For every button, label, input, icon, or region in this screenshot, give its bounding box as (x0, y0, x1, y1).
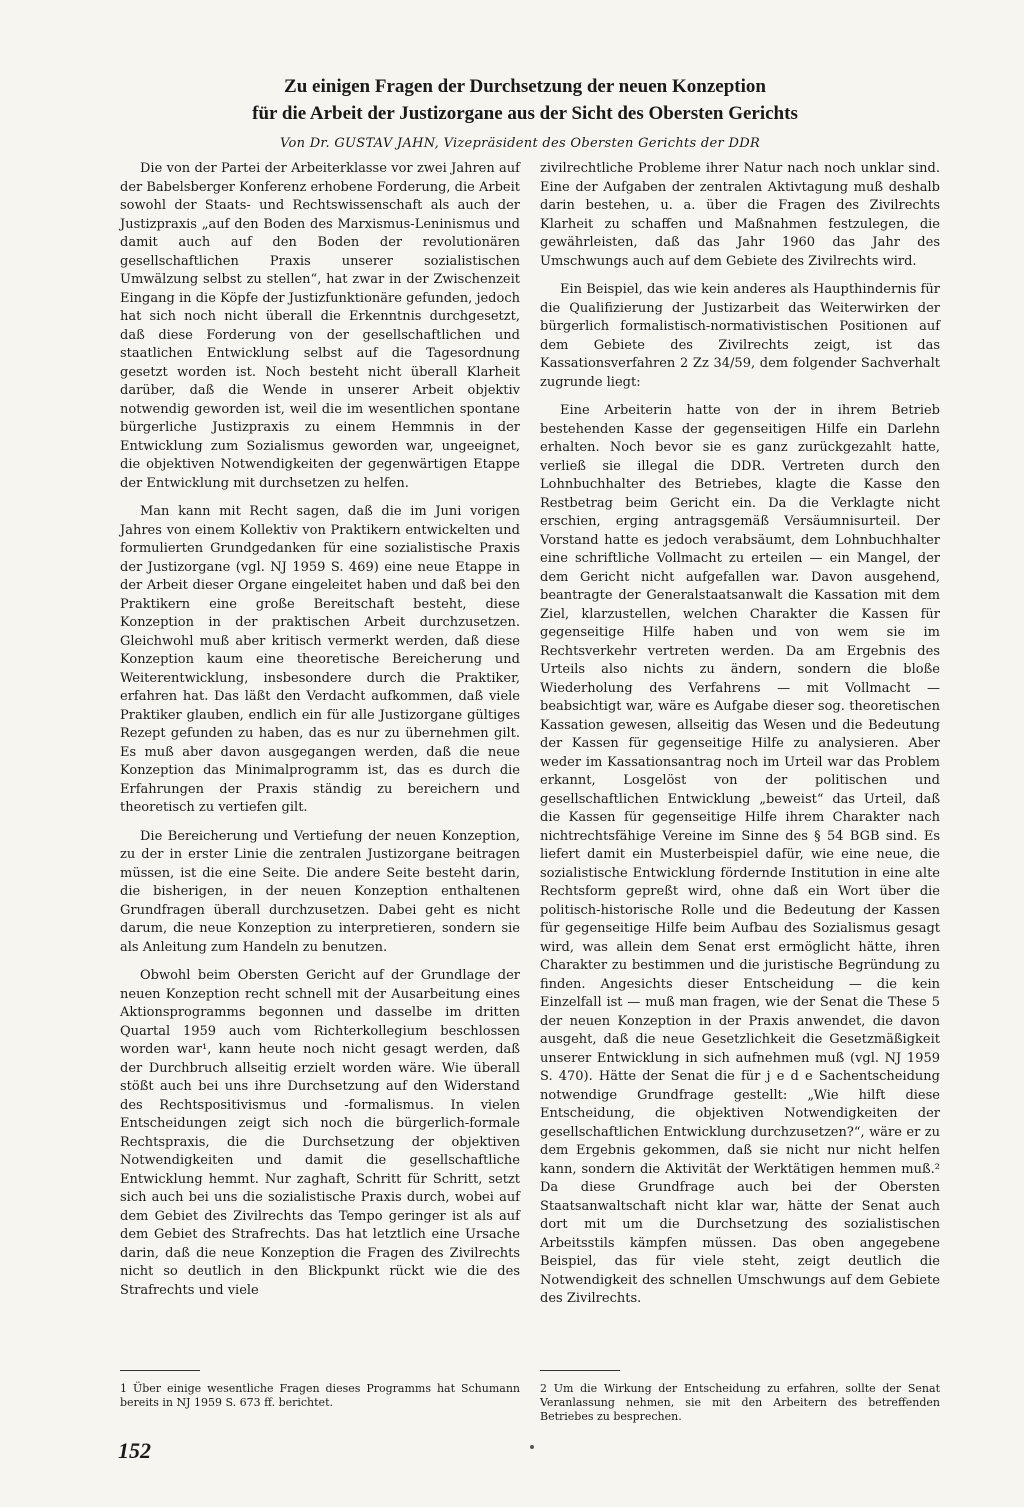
page-number: 152 (118, 1438, 151, 1463)
paragraph: Ein Beispiel, das wie kein anderes als Haupthindernis für die Qualifizierung der Justizarbeit das Weiterwirken der bürgerlich formalistisch-normativistischen Positionen auf dem Gebiete des Zivilrechts zeigt, ist das Kassationsverfahren 2 Zz 34/59, dem folgender Sachverhalt zugrunde liegt: (540, 282, 940, 390)
left-column (120, 160, 520, 1300)
paragraph: Man kann mit Recht sagen, daß die im Juni vorigen Jahres von einem Kollektiv von Praktikern entwickelten und formulierten Grundgedanken für eine sozialistische Praxis der Justizorgane (vgl. NJ 1959 S. 469) eine neue Etappe in der Arbeit dieser Organe eingeleitet haben und daß bei den Praktikern eine große Bereitschaft besteht, diese Konzeption in der praktischen Arbeit durchzusetzen. Gleichwohl muß aber kritisch vermerkt werden, daß diese Konzeption kaum eine theoretische Bereicherung und Weiterentwicklung, insbesondere durch die Praktiker, erfahren hat. Das läßt den Verdacht aufkommen, daß viele Praktiker glauben, endlich ein für alle Justizorgane gültiges Rezept gefunden zu haben, das es nur zu übernehmen gilt. Es muß aber davon ausgegangen werden, daß die neue Konzeption das Minimalprogramm ist, das es durch die Erfahrungen der Praxis ständig zu bereichern und theoretisch zu vertiefen gilt. (120, 504, 520, 815)
footnote-divider (540, 1370, 620, 1371)
footnote-divider (120, 1370, 200, 1371)
paragraph: Die Bereicherung und Vertiefung der neuen Konzeption, zu der in erster Linie die zentralen Justizorgane beitragen müssen, ist die eine Seite. Die andere Seite besteht darin, die bisherigen, in der neuen Konzeption enthaltenen Grundfragen überall durchzusetzen. Dabei geht es nicht darum, die neue Konzeption zu interpretieren, sondern sie als Anleitung zum Handeln zu benutzen. (120, 828, 520, 955)
footnote-1: 1 Über einige wesentliche Fragen dieses Programms hat Schumann bereits in NJ 1959 S. 673 ff. berichtet. (120, 1382, 520, 1409)
paragraph: Eine Arbeiterin hatte von der in ihrem Betrieb bestehenden Kasse der gegenseitigen Hilfe ein Darlehn erhalten. Noch bevor sie es ganz zurückgezahlt hatte, verließ sie illegal die DDR. Vertreten durch den Lohnbuchhalter des Betriebes, klagte die Kasse den Restbetrag beim Gericht ein. Da die Verklagte nicht erschien, erging antragsgemäß Versäumnisurteil. Der Vorstand hatte es jedoch verabsäumt, dem Lohnbuchhalter eine schriftliche Vollmacht zu erteilen — ein Mangel, der dem Gericht nicht aufgefallen war. Davon ausgehend, beantragte der Generalstaatsanwalt die Kassation mit dem Ziel, klarzustellen, welchen Charakter die Kassen für gegenseitige Hilfe haben und von wem sie im Rechtsverkehr vertreten werden. Da am Ergebnis des Urteils also nichts zu ändern, sondern die bloße Wiederholung des Verfahrens — mit Vollmacht — beabsichtigt war, wäre es Aufgabe dieser sog. theoretischen Kassation gewesen, allseitig das Wesen und die Bedeutung der Kassen für gegenseitige Hilfe zu analysieren. Aber weder im Kassationsantrag noch im Urteil war das Problem erkannt, Losgelöst von der politischen und gesellschaftlichen Entwicklung „beweist“ das Urteil, daß die Kassen für gegenseitige Hilfe ihrem Charakter nach nichtrechtsfähige Vereine im Sinne des § 54 BGB sind. Es liefert damit ein Musterbeispiel dafür, wie eine neue, die sozialistische Entwicklung fördernde Institution in eine alte Rechtsform gepreßt wird, ohne daß ein Wort über die politisch-historische Rolle und die Bedeutung der Kassen für gegenseitige Hilfe beim Aufbau des Sozialismus gesagt wird, was allein dem Senat erst ermöglicht hätte, ihren Charakter zu bestimmen und die juristische Begründung zu finden. Angesichts dieser Entscheidung — die kein Einzelfall ist — muß man fragen, wie der Senat die These 5 der neuen Konzeption in der Praxis anwendet, die davon ausgeht, daß die neue Gesetzlichkeit die Gesetzmäßigkeit unserer Entwicklung in sich aufnehmen muß (vgl. NJ 1959 S. 470). Hätte der Senat die für j e d e Sachentscheidung notwendige Grundfrage gestellt: „Wie hilft diese Entscheidung, die objektiven Notwendigkeiten der gesellschaftlichen Entwicklung durchzusetzen?“, wäre er zu dem Ergebnis gekommen, daß sie nicht nur nicht helfen kann, sondern die Aktivität der Werktätigen hemmen muß.² Da diese Grundfrage auch bei der Obersten Staatsanwaltschaft nicht klar war, hätte der Senat auch dort mit um die Durchsetzung des sozialistischen Arbeitsstils kämpfen müssen. Das oben angegebene Beispiel, das für viele steht, zeigt deutlich die Notwendigkeit des schnellen Umschwungs auf dem Gebiete des Zivilrechts. (540, 403, 940, 1306)
title-line-2: für die Arbeit der Justizorgane aus der Sicht des Obersten Gerichts (252, 103, 798, 124)
paragraph: Obwohl beim Obersten Gericht auf der Grundlage der neuen Konzeption recht schnell mit der Ausarbeitung eines Aktionsprogramms begonnen und dasselbe im dritten Quartal 1959 auch vom Richterkollegium beschlossen worden war¹, kann heute noch nicht gesagt werden, daß der Durchbruch allseitig erzielt worden wäre. Wie überall stößt auch bei uns ihre Durchsetzung auf den Widerstand des Rechtspositivismus und -formalismus. In vielen Entscheidungen zeigt sich noch die bürgerlich-formale Rechtspraxis, die die Durchsetzung der objektiven Notwendigkeiten und damit die gesellschaftliche Entwicklung hemmt. Nur zaghaft, Schritt für Schritt, setzt sich auch bei uns die sozialistische Praxis durch, wobei auf dem Gebiet des Zivilrechts das Tempo geringer ist als auf dem Gebiet des Strafrechts. Das hat letztlich eine Ursache darin, daß die neue Konzeption die Fragen des Zivilrechts nicht so deutlich in den Blickpunkt rückt wie die des Strafrechts und viele (120, 968, 520, 1298)
paragraph: Die von der Partei der Arbeiterklasse vor zwei Jahren auf der Babelsberger Konferenz erhobene Forderung, die Arbeit sowohl der Staats- und Rechtswissenschaft als auch der Justizpraxis „auf den Boden des Marxismus-Leninismus und damit auch auf den Boden der revolutionären gesellschaftlichen Praxis unserer sozialistischen Umwälzung selbst zu stellen“, hat zwar in der Zwischenzeit Eingang in die Köpfe der Justizfunktionäre gefunden, jedoch hat sich noch nicht überall die Erkenntnis durchgesetzt, daß diese Forderung von der gesellschaftlichen und staatlichen Entwicklung selbst auf die Tagesordnung gesetzt worden ist. Noch besteht nicht überall Klarheit darüber, daß die Wende in unserer Arbeit objektiv notwendig geworden ist, weil die im wesentlichen spontane bürgerliche Justizpraxis zu einem Hemmnis in der Entwicklung zum Sozialismus geworden war, ungeeignet, die objektiven Notwendigkeiten der gegenwärtigen Etappe der Entwicklung mit durchsetzen zu helfen. (120, 161, 520, 491)
footnote-2: 2 Um die Wirkung der Entscheidung zu erfahren, sollte der Senat Veranlassung nehmen, sie mit den Arbeitern des betreffenden Betriebes zu besprechen. (540, 1382, 940, 1423)
right-column (540, 160, 940, 1309)
print-dot (530, 1445, 534, 1449)
author-byline: Von Dr. GUSTAV JAHN, Vizepräsident des Obersten Gerichts der DDR (279, 136, 761, 151)
article-title (120, 73, 930, 127)
paragraph: zivilrechtliche Probleme ihrer Natur nach noch unklar sind. Eine der Aufgaben der zentralen Aktivtagung muß deshalb darin bestehen, u. a. über die Fragen des Zivilrechts Klarheit zu schaffen und Maßnahmen festzulegen, die gewährleisten, daß das Jahr 1960 das Jahr des Umschwungs auch auf dem Gebiete des Zivilrechts wird. (540, 161, 940, 269)
title-line-1: Zu einigen Fragen der Durchsetzung der neuen Konzeption (284, 76, 766, 97)
